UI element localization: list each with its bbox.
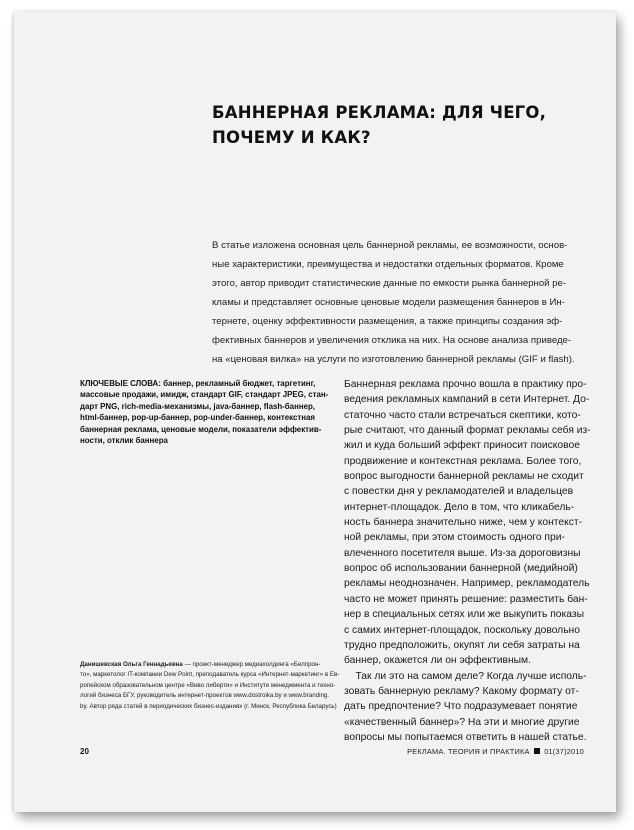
body-line: рые считают, что данный формат рекламы себя из- [344, 425, 591, 437]
keywords-line: дарт PNG, rich-media-механизмы, java-баннер, flash-баннер, [80, 401, 315, 411]
body-line: продвижение и контекстная реклама. Более того, [344, 455, 582, 467]
body-line: зовать баннерную рекламу? Какому формату от- [344, 685, 579, 697]
keywords-line: ности, отклик баннера [80, 436, 168, 446]
running-footer [407, 747, 584, 756]
article-title-line: ПОЧЕМУ И КАК? [212, 128, 371, 147]
body-line: дать предпочтение? Что подразумевает понятие [344, 701, 578, 713]
body-line: ность баннера значительно ниже, чем у контекст- [344, 517, 583, 529]
body-line: вопросы мы попытаемся ответить в нашей статье. [344, 731, 587, 743]
body-line: статочно часто стали встречаться скептики, кото- [344, 409, 581, 421]
body-line: рекламы неоднозначен. Например, рекламодатель [344, 578, 590, 590]
abstract-line: на «ценовая вилка» на услуги по изготовлению баннерной рекламы (GIF и flash). [212, 354, 575, 365]
body-line: «качественный баннер»? На эти и многие другие [344, 716, 580, 728]
journal-name: РЕКЛАМА. ТЕОРИЯ И ПРАКТИКА [407, 747, 530, 756]
keywords-line: массовые продажи, имидж, стандарт GIF, стандарт JPEG, стан- [80, 390, 329, 400]
abstract-line: кламы и представляет основные ценовые модели размещения баннеров в Ин- [212, 297, 565, 308]
body-line: нер в специальных сетях или же выкупить показы [344, 609, 584, 621]
keywords-block [80, 378, 329, 446]
article-title [212, 100, 592, 150]
square-bullet-icon [534, 748, 540, 754]
article-title-line: БАННЕРНАЯ РЕКЛАМА: ДЛЯ ЧЕГО, [212, 103, 547, 122]
author-bio-line: ропейском образовательном центре «Виво либерти» и Институте менеджмента и техно- [80, 681, 336, 689]
author-bio-line: логий бизнеса БГУ, руководитель интернет-проектов www.dostroika.by и www.branding. [80, 692, 330, 700]
body-line: вопрос выгодности баннерной рекламы не сходит [344, 471, 584, 483]
page-number: 20 [80, 747, 89, 756]
body-line: с самих интернет-площадок, поскольку довольно [344, 624, 580, 636]
body-line: Так ли это на самом деле? Когда лучше исполь- [344, 670, 587, 682]
body-line: вопрос об использовании баннерной (медийной) [344, 563, 578, 575]
author-bio-text: — проект-менеджер медиахолдинга «Белпрон- [182, 661, 321, 668]
keywords-line: баннерная реклама, ценовые модели, показатели эффектив- [80, 424, 322, 434]
author-bio [80, 660, 340, 712]
body-line: ведения рекламных кампаний в сети Интернет. До- [344, 394, 590, 406]
body-line: влеченного посетителя выше. Из-за дороговизны [344, 547, 581, 559]
author-bio-line [80, 660, 325, 670]
abstract-line: тернете, оценку эффективности размещения, а также принципы создания эф- [212, 316, 563, 327]
abstract-line: фективных баннеров и увеличения отклика на них. На основе анализа приведе- [212, 335, 572, 346]
body-line: трудно предположить, окупят ли себя затраты на [344, 639, 580, 651]
article-abstract [212, 236, 587, 369]
author-bio-line: то», маркетолог IT-компании Dew Point, преподаватель курса «Интернет-маркетинг» в Ев- [80, 671, 340, 679]
body-line: Баннерная реклама прочно вошла в практику про- [344, 379, 587, 390]
author-bio-line: by. Автор ряда статей в периодических бизнес-изданиях (г. Минск, Республика Беларусь) [80, 702, 337, 710]
keywords-line: html-баннер, pop-up-баннер, pop-under-баннер, контекстная [80, 413, 315, 423]
article-body [344, 377, 594, 745]
body-line: часто не может принять решение: разместить бан- [344, 593, 588, 605]
author-name: Данишевская Ольга Геннадьевна [80, 661, 183, 668]
body-line: жил и куда больший эффект приносит поисковое [344, 440, 580, 452]
body-line: баннер, окажется ли он эффективным. [344, 655, 531, 667]
abstract-line: В статье изложена основная цель баннерной рекламы, ее возможности, основ- [212, 240, 568, 251]
body-line: ной рекламы, при этом стоимость одного при- [344, 532, 565, 544]
keywords-line: КЛЮЧЕВЫЕ СЛОВА: баннер, рекламный бюджет, таргетинг, [80, 379, 316, 388]
body-line: интернет-площадок. Дело в том, что кликабель- [344, 501, 575, 513]
issue-number: 01(37)2010 [544, 747, 584, 756]
abstract-line: ные характеристики, преимущества и недостатки отдельных форматов. Кроме [212, 259, 564, 270]
abstract-line: этого, автор приводит статистические данные по емкости рынка баннерной ре- [212, 278, 567, 289]
body-line: с повестки дня у рекламодателей и владельцев [344, 486, 574, 498]
